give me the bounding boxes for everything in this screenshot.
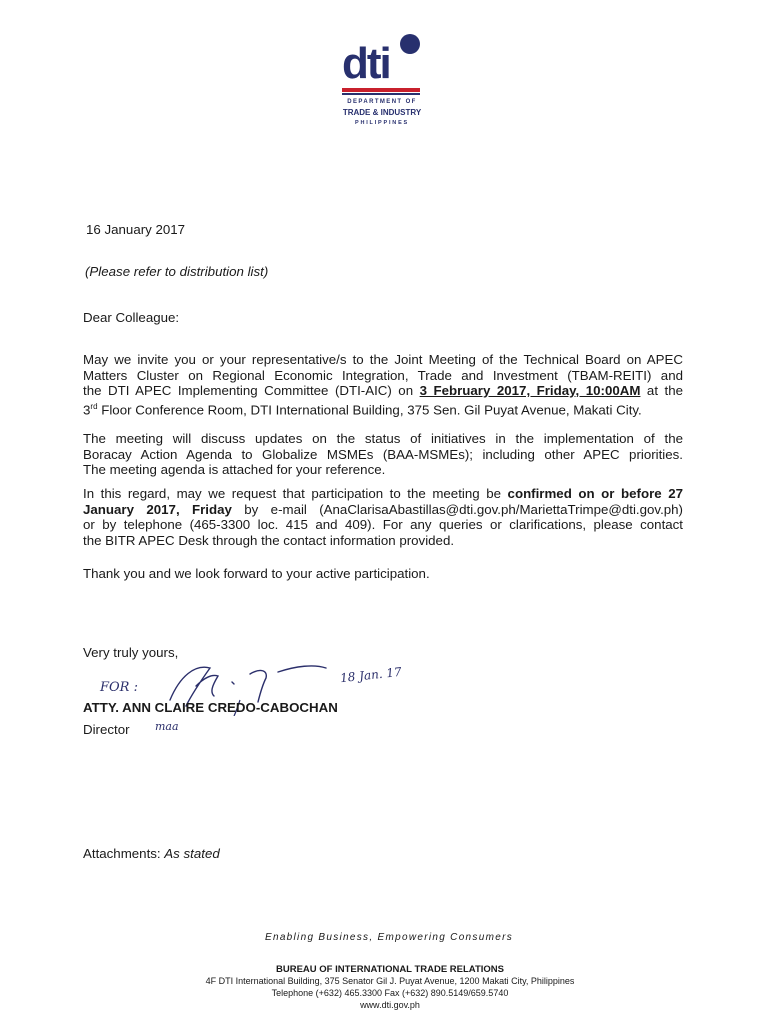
- logo-line-department: DEPARTMENT OF: [347, 99, 417, 105]
- footer-bureau: BUREAU OF INTERNATIONAL TRADE RELATIONS: [276, 964, 504, 975]
- paragraph-invitation: [83, 352, 683, 417]
- paragraph-confirmation: [83, 486, 683, 548]
- footer-website: www.dti.gov.ph: [360, 1000, 420, 1010]
- paragraph-agenda: [83, 431, 683, 478]
- text-run: by e-mail (AnaClarisaAbastillas@dti.gov.ph/MariettaTrimpe@dti.gov.ph): [231, 501, 683, 517]
- attachments-value: As stated: [164, 846, 220, 861]
- footer-tagline: Enabling Business, Empowering Consumers: [264, 932, 514, 943]
- deadline-text: confirmed on or before 27: [507, 486, 683, 501]
- attachments-line: [83, 846, 220, 861]
- text-run: In this regard, may we request that participation to the meeting be: [83, 486, 508, 501]
- thank-you-line: Thank you and we look forward to your active participation.: [83, 566, 430, 581]
- ordinal-suffix: rd: [90, 401, 98, 411]
- signature-for-note: FOR :: [100, 680, 138, 695]
- footer-phone: Telephone (+632) 465.3300 Fax (+632) 890.5149/659.5740: [271, 988, 509, 998]
- logo-red-stripe: [342, 88, 420, 92]
- text-run: the DTI APEC Implementing Committee (DTI-AIC) on: [83, 383, 420, 398]
- signatory-title: Director: [83, 722, 130, 737]
- addressee: (Please refer to distribution list): [85, 264, 269, 279]
- paragraph-line: or by telephone (465-3300 loc. 415 and 409). For any queries or clarifications, please contact: [83, 517, 683, 532]
- logo-line-trade-industry: TRADE & INDUSTRY: [342, 108, 422, 117]
- closing: Very truly yours,: [83, 645, 179, 660]
- paragraph-line: [83, 502, 683, 518]
- letter-date: 16 January 2017: [86, 222, 186, 237]
- meeting-datetime: 3 February 2017, Friday, 10:00AM: [419, 383, 641, 398]
- paragraph-line: [83, 486, 683, 502]
- paragraph-line: Matters Cluster on Regional Economic Integration, Trade and Investment (TBAM-REITI) and: [83, 367, 683, 383]
- signature-date-note: 18 Jan. 17: [339, 664, 403, 686]
- footer-address: 4F DTI International Building, 375 Senator Gil J. Puyat Avenue, 1200 Makati City, Philippines: [205, 976, 575, 986]
- logo-line-philippines: PHILIPPINES: [354, 120, 410, 126]
- logo-emblem-icon: [400, 34, 420, 54]
- salutation: Dear Colleague:: [83, 310, 180, 325]
- attachments-label: Attachments:: [83, 846, 165, 861]
- text-run: at the: [640, 383, 683, 398]
- text-run: Floor Conference Room, DTI International Building, 375 Sen. Gil Puyat Avenue, Makati City.: [97, 401, 642, 417]
- paragraph-line: The meeting will discuss updates on the status of initiatives in the implementation of the: [83, 431, 683, 446]
- handwritten-initials: maa: [155, 720, 179, 733]
- deadline-day: January 2017, Friday: [83, 501, 232, 517]
- paragraph-line: [83, 399, 683, 418]
- signatory-name: ATTY. ANN CLAIRE CREDO-CABOCHAN: [83, 700, 338, 715]
- paragraph-line: May we invite you or your representative/s to the Joint Meeting of the Technical Board on APEC: [83, 352, 683, 367]
- paragraph-line: Boracay Action Agenda to Globalize MSMEs (BAA-MSMEs); including other APEC priorities.: [83, 446, 683, 462]
- paragraph-line: the BITR APEC Desk through the contact information provided.: [83, 532, 455, 548]
- paragraph-line: The meeting agenda is attached for your reference.: [83, 462, 386, 477]
- logo-blue-stripe: [342, 93, 420, 95]
- logo-wordmark: dti: [342, 39, 390, 88]
- paragraph-line: [83, 383, 683, 399]
- text-run: 3: [83, 401, 91, 417]
- dti-logo: [336, 30, 436, 134]
